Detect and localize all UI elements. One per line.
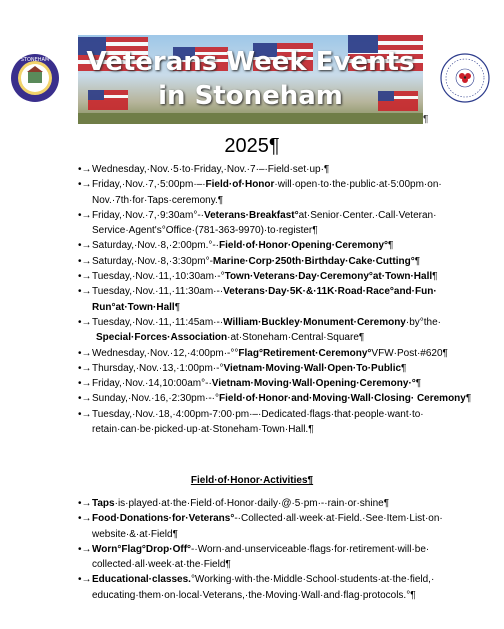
item-text: ·is·played·at·the·Field·of·Honor·daily·@·5·pm·-·rain·or·shine¶	[114, 498, 390, 509]
item-text: Saturday,·Nov.·8,·3:30pm°-	[92, 255, 213, 267]
item-bold-text: Vietnam·Moving·Wall·Open·To·Public	[223, 362, 402, 374]
event-item	[78, 315, 478, 330]
event-item	[78, 162, 478, 177]
event-item	[78, 177, 478, 208]
item-text: -·Collected·all·week·at·Field.·See·Item·List·on· website·&·at·Field¶	[92, 513, 443, 540]
bullet-icon: •→	[78, 179, 92, 191]
bullet-icon: •→	[78, 393, 92, 405]
item-bold-text: Marine·Corp·250th·Birthday·Cake·Cutting°	[212, 255, 415, 267]
activities-heading: Field·of·Honor·Activities¶	[190, 475, 314, 486]
bullet-icon: •→	[78, 271, 92, 283]
bullet-icon: •→	[78, 240, 92, 252]
item-text: Saturday,·Nov.·8,·2:00pm.°-·	[92, 240, 220, 252]
item-bold-text: Flag°Retirement·Ceremony°	[238, 347, 372, 359]
event-item	[78, 330, 478, 345]
bullet-icon: •→	[78, 209, 92, 221]
activity-item	[78, 511, 478, 542]
item-bold-text: Town·Veterans·Day·Ceremony°at·Town·Hall	[224, 271, 433, 283]
seal-text: STONEHAM	[20, 57, 50, 63]
bullet-icon: •→	[78, 164, 92, 175]
item-text: Wednesday,·Nov.·12,·4:00pm·-°°	[92, 347, 239, 359]
bullet-icon: •→	[78, 255, 92, 267]
item-bold-text: Veterans·Day·5K·&·11K·Road·Race°and·Fun· Run°at·Town·Hall	[92, 286, 437, 313]
banner-title-line1: Veterans Week Events	[86, 47, 415, 77]
activity-item	[78, 496, 478, 511]
item-text: Tuesday,·Nov.·11,·11:45am·-·	[92, 316, 224, 328]
item-text: ¶	[388, 240, 394, 252]
item-text: Thursday,·Nov.·13,·1:00pm·-°	[92, 362, 224, 374]
item-text: ¶	[401, 362, 407, 374]
bullet-icon: •→	[78, 513, 92, 525]
item-text: ¶	[432, 271, 438, 283]
item-text: Wednesday,·Nov.·5·to·Friday,·Nov.·7·–·Field·set·up·¶	[92, 164, 330, 175]
bullet-icon: •→	[78, 362, 92, 374]
item-text: Tuesday,·Nov.·11,·11:30am·-·	[92, 286, 224, 298]
pilcrow-mark: ¶	[423, 114, 429, 125]
bullet-icon: •→	[78, 408, 92, 420]
item-text: -·Worn·and·unserviceable·flags·for·retirement·will·be· collected·all·week·at·the·Field¶	[92, 543, 430, 571]
item-bold-text: Educational·classes.	[92, 574, 191, 586]
item-text: ¶	[414, 255, 421, 267]
event-item	[78, 361, 478, 376]
events-list	[78, 162, 478, 437]
banner-title-line2: in Stoneham	[158, 81, 343, 111]
veterans-seal-icon	[440, 53, 490, 103]
year-heading: 2025¶	[224, 135, 280, 157]
item-text: Tuesday,·Nov.·18,·4:00pm-7:00·pm·–·Dedicated·flags·that·people·want·to· retain·can·be·picked·up·at·Stoneham·Town·Hall.¶	[92, 408, 424, 436]
activity-item	[78, 572, 478, 603]
event-item	[78, 254, 478, 269]
bullet-icon: •→	[78, 378, 92, 390]
item-text: ·by°the·	[405, 316, 441, 328]
item-text: VFW·Post·#620¶	[371, 347, 448, 359]
item-bold-text: Food·Donations·for·Veterans°	[92, 513, 235, 525]
bullet-icon: •→	[78, 574, 92, 586]
activities-list	[78, 496, 478, 603]
activity-item	[78, 542, 478, 573]
item-text: Friday,·Nov.·7,·5:00pm·–·	[92, 179, 206, 191]
item-text: ¶	[415, 378, 422, 390]
item-text: ¶	[465, 393, 472, 405]
item-bold-text: Vietnam·Moving·Wall·Opening·Ceremony·°	[211, 378, 416, 390]
header-banner	[78, 35, 423, 124]
event-item	[78, 269, 478, 284]
item-bold-text: Worn°Flag°Drop·Off°	[92, 543, 192, 555]
item-bold-text: Taps	[92, 498, 115, 509]
item-text: at·Senior·Center.·Call·Veteran· Service·Agent's°Office·(781-363-9970)·to·register¶	[92, 209, 437, 237]
item-bold-text: Special·Forces·Association	[96, 332, 228, 344]
event-item	[78, 346, 478, 361]
item-bold-text: William·Buckley·Monument·Ceremony	[223, 316, 406, 328]
event-item	[78, 284, 478, 315]
town-seal-icon	[10, 53, 60, 103]
item-bold-text: Field·of·Honor·and·Moving·Wall·Closing· Ceremony	[219, 393, 466, 405]
bullet-icon: •→	[78, 498, 92, 509]
item-text: ·will·open·to·the·public·at·5:00pm·on· Nov.·7th·for·Taps·ceremony.¶	[92, 179, 442, 206]
item-bold-text: Veterans·Breakfast°	[203, 209, 299, 221]
item-text: ·at·Stoneham·Central·Square¶	[227, 332, 365, 344]
item-text: Friday,·Nov.·7,·9:30am°-·	[92, 209, 204, 221]
item-bold-text: Field·of·Honor·Opening·Ceremony°	[219, 240, 389, 252]
event-item	[78, 376, 478, 391]
item-text: Friday,·Nov.·14,10:00am°-·	[92, 378, 212, 390]
event-item	[78, 391, 478, 406]
item-text: ¶	[174, 301, 181, 313]
bullet-icon: •→	[78, 543, 92, 555]
item-text: Sunday,·Nov.·16,·2:30pm·-·°	[92, 393, 220, 405]
bullet-icon: •→	[78, 347, 92, 359]
item-bold-text: Field·of·Honor	[205, 179, 275, 191]
event-item	[78, 407, 478, 438]
item-text: °Working·with·the·Middle·School·students·at·the·field,· educating·them·on·local·Veterans,·the·Moving·Wall·and·flag·protocols.°¶	[92, 574, 435, 601]
bullet-icon: •→	[78, 316, 92, 328]
item-text: Tuesday,·Nov.·11,·10:30am·-°	[92, 271, 225, 283]
bullet-icon: •→	[78, 286, 92, 298]
event-item	[78, 208, 478, 239]
event-item	[78, 238, 478, 253]
